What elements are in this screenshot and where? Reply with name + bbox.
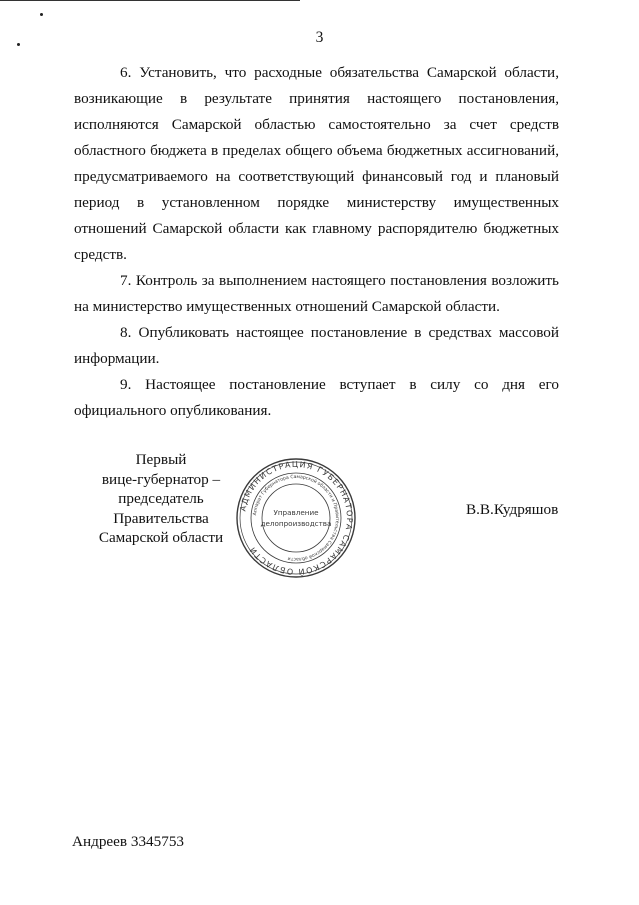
paragraph-7: 7. Контроль за выполнением настоящего постановления возложить на министерство имущественных отношений Самарской области. [74, 272, 559, 315]
official-seal [234, 456, 358, 580]
scan-speck [40, 13, 43, 16]
header-rule [0, 0, 300, 1]
page-number: 3 [315, 29, 324, 46]
resolution-body [74, 60, 559, 424]
seal-center-line: Управление [273, 508, 319, 517]
signatory-title-line: Самарской области [98, 529, 224, 546]
signatory-title-line: Первый [135, 451, 187, 468]
paragraph-6: 6. Установить, что расходные обязательства Самарской области, возникающие в результате принятия настоящего постановления, исполняются Самарской областью самостоятельно за счет средств областного бюджета в пределах общего объема бюджетных ассигнований, предусматриваемого на соответствующий финансовый год и плановый период в установленном порядке министерству имущественных отношений Самарской области как главному распорядителю бюджетных средств. [74, 64, 559, 263]
seal-middle-text: Аппарат Губернатора Самарской области и Правительства Самарской области [253, 474, 340, 562]
seal-outer-text: АДМИНИСТРАЦИЯ ГУБЕРНАТОРА САМАРСКОЙ ОБЛАСТИ [238, 459, 355, 577]
signatory-title-line: председатель Правительства [113, 490, 209, 527]
paragraph-9: 9. Настоящее постановление вступает в силу со дня его официального опубликования. [74, 376, 559, 419]
executor-note: Андреев 3345753 [72, 833, 185, 850]
paragraph-8: 8. Опубликовать настоящее постановление в средствах массовой информации. [74, 324, 559, 367]
signatory-name: В.В.Кудряшов [466, 501, 559, 518]
seal-center-line: делопроизводства [260, 519, 332, 528]
signatory-title-line: вице-губернатор – [101, 470, 221, 488]
svg-text:Аппарат Губернатора Самарской [252, 474, 339, 562]
signatory-title [72, 450, 250, 548]
